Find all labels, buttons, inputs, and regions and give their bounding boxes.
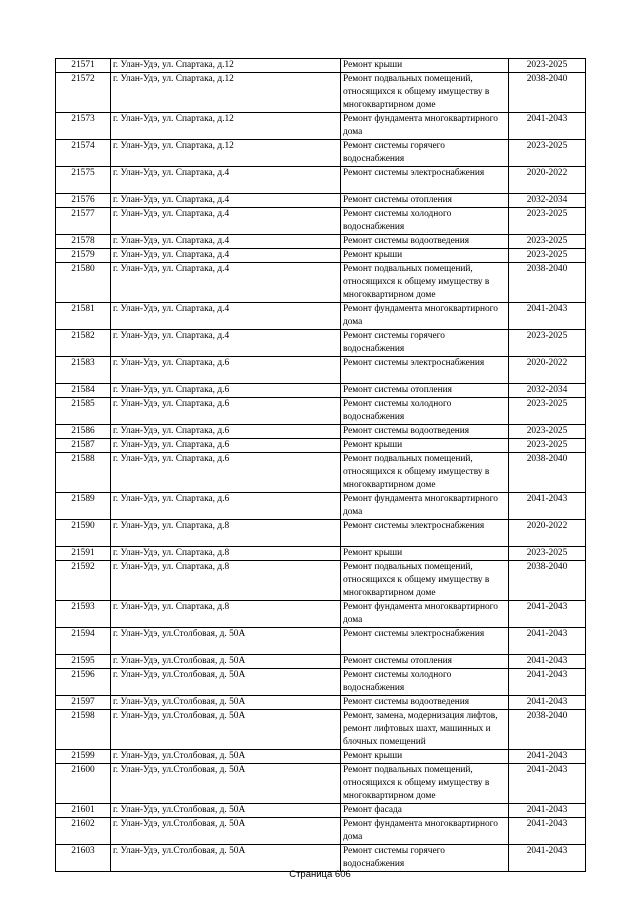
row-work-type: Ремонт подвальных помещений, относящихся к общему имуществу в многоквартирном доме <box>341 561 509 601</box>
row-address: г. Улан-Удэ, ул. Спартака, д.6 <box>111 357 341 384</box>
table-row <box>56 113 586 140</box>
row-work-type: Ремонт системы электроснабжения <box>341 520 509 547</box>
row-period: 2041-2043 <box>509 764 586 804</box>
table-row <box>56 493 586 520</box>
row-number: 21601 <box>56 804 111 818</box>
row-number: 21572 <box>56 73 111 113</box>
row-work-type: Ремонт крыши <box>341 249 509 263</box>
table-row <box>56 330 586 357</box>
row-address: г. Улан-Удэ, ул.Столбовая, д. 50А <box>111 710 341 750</box>
row-address: г. Улан-Удэ, ул. Спартака, д.4 <box>111 249 341 263</box>
row-period: 2041-2043 <box>509 669 586 696</box>
table-row <box>56 73 586 113</box>
page-number: Страница 606 <box>289 869 351 880</box>
row-number: 21573 <box>56 113 111 140</box>
row-number: 21596 <box>56 669 111 696</box>
row-period: 2038-2040 <box>509 73 586 113</box>
table-row <box>56 59 586 73</box>
row-number: 21585 <box>56 398 111 425</box>
row-address: г. Улан-Удэ, ул. Спартака, д.8 <box>111 547 341 561</box>
row-number: 21584 <box>56 384 111 398</box>
row-address: г. Улан-Удэ, ул.Столбовая, д. 50А <box>111 696 341 710</box>
row-number: 21581 <box>56 303 111 330</box>
row-period: 2023-2025 <box>509 547 586 561</box>
row-work-type: Ремонт системы водоотведения <box>341 235 509 249</box>
table-row <box>56 520 586 547</box>
row-number: 21582 <box>56 330 111 357</box>
row-address: г. Улан-Удэ, ул. Спартака, д.4 <box>111 303 341 330</box>
row-period: 2023-2025 <box>509 425 586 439</box>
table-row <box>56 398 586 425</box>
row-address: г. Улан-Удэ, ул.Столбовая, д. 50А <box>111 628 341 655</box>
row-period: 2041-2043 <box>509 655 586 669</box>
row-number: 21603 <box>56 845 111 872</box>
row-period: 2041-2043 <box>509 303 586 330</box>
row-address: г. Улан-Удэ, ул. Спартака, д.12 <box>111 59 341 73</box>
table-row <box>56 845 586 872</box>
table-body <box>56 59 586 872</box>
table-row <box>56 208 586 235</box>
table-row <box>56 303 586 330</box>
row-number: 21597 <box>56 696 111 710</box>
row-work-type: Ремонт системы водоотведения <box>341 696 509 710</box>
row-period: 2041-2043 <box>509 113 586 140</box>
row-work-type: Ремонт фундамента многоквартирного дома <box>341 493 509 520</box>
row-number: 21595 <box>56 655 111 669</box>
row-address: г. Улан-Удэ, ул. Спартака, д.4 <box>111 263 341 303</box>
row-period: 2023-2025 <box>509 140 586 167</box>
row-number: 21578 <box>56 235 111 249</box>
row-period: 2020-2022 <box>509 357 586 384</box>
row-period: 2041-2043 <box>509 818 586 845</box>
row-period: 2020-2022 <box>509 520 586 547</box>
row-work-type: Ремонт фундамента многоквартирного дома <box>341 113 509 140</box>
row-work-type: Ремонт системы электроснабжения <box>341 628 509 655</box>
row-work-type: Ремонт системы горячего водоснабжения <box>341 330 509 357</box>
row-period: 2038-2040 <box>509 561 586 601</box>
row-number: 21575 <box>56 167 111 194</box>
table-row <box>56 655 586 669</box>
row-number: 21574 <box>56 140 111 167</box>
row-work-type: Ремонт системы отопления <box>341 384 509 398</box>
row-work-type: Ремонт фасада <box>341 804 509 818</box>
row-period: 2023-2025 <box>509 398 586 425</box>
row-period: 2041-2043 <box>509 493 586 520</box>
row-number: 21598 <box>56 710 111 750</box>
row-number: 21589 <box>56 493 111 520</box>
table-row <box>56 439 586 453</box>
row-address: г. Улан-Удэ, ул.Столбовая, д. 50А <box>111 764 341 804</box>
table-row <box>56 384 586 398</box>
table-row <box>56 750 586 764</box>
row-address: г. Улан-Удэ, ул.Столбовая, д. 50А <box>111 669 341 696</box>
row-address: г. Улан-Удэ, ул.Столбовая, д. 50А <box>111 845 341 872</box>
row-period: 2038-2040 <box>509 710 586 750</box>
table-row <box>56 235 586 249</box>
row-period: 2041-2043 <box>509 601 586 628</box>
row-address: г. Улан-Удэ, ул. Спартака, д.8 <box>111 520 341 547</box>
row-work-type: Ремонт крыши <box>341 750 509 764</box>
row-period: 2023-2025 <box>509 439 586 453</box>
row-number: 21580 <box>56 263 111 303</box>
row-number: 21577 <box>56 208 111 235</box>
row-number: 21590 <box>56 520 111 547</box>
row-address: г. Улан-Удэ, ул. Спартака, д.6 <box>111 398 341 425</box>
row-address: г. Улан-Удэ, ул. Спартака, д.6 <box>111 425 341 439</box>
row-work-type: Ремонт системы электроснабжения <box>341 167 509 194</box>
row-number: 21587 <box>56 439 111 453</box>
row-address: г. Улан-Удэ, ул. Спартака, д.8 <box>111 561 341 601</box>
row-period: 2038-2040 <box>509 263 586 303</box>
row-address: г. Улан-Удэ, ул.Столбовая, д. 50А <box>111 804 341 818</box>
table-row <box>56 628 586 655</box>
table-row <box>56 453 586 493</box>
row-address: г. Улан-Удэ, ул. Спартака, д.4 <box>111 167 341 194</box>
row-work-type: Ремонт системы отопления <box>341 655 509 669</box>
table-row <box>56 547 586 561</box>
row-address: г. Улан-Удэ, ул. Спартака, д.4 <box>111 235 341 249</box>
row-work-type: Ремонт системы холодного водоснабжения <box>341 208 509 235</box>
row-number: 21576 <box>56 194 111 208</box>
row-work-type: Ремонт фундамента многоквартирного дома <box>341 818 509 845</box>
row-period: 2023-2025 <box>509 249 586 263</box>
row-address: г. Улан-Удэ, ул. Спартака, д.6 <box>111 384 341 398</box>
row-address: г. Улан-Удэ, ул. Спартака, д.6 <box>111 439 341 453</box>
row-number: 21579 <box>56 249 111 263</box>
capital-repair-table <box>55 58 586 872</box>
row-number: 21594 <box>56 628 111 655</box>
row-address: г. Улан-Удэ, ул. Спартака, д.4 <box>111 330 341 357</box>
row-period: 2041-2043 <box>509 696 586 710</box>
row-number: 21591 <box>56 547 111 561</box>
row-address: г. Улан-Удэ, ул.Столбовая, д. 50А <box>111 655 341 669</box>
row-address: г. Улан-Удэ, ул. Спартака, д.6 <box>111 493 341 520</box>
row-work-type: Ремонт системы электроснабжения <box>341 357 509 384</box>
row-period: 2023-2025 <box>509 59 586 73</box>
table-row <box>56 263 586 303</box>
table-row <box>56 249 586 263</box>
row-period: 2041-2043 <box>509 845 586 872</box>
row-address: г. Улан-Удэ, ул. Спартака, д.6 <box>111 453 341 493</box>
table-row <box>56 601 586 628</box>
table-row <box>56 167 586 194</box>
row-period: 2023-2025 <box>509 208 586 235</box>
table-row <box>56 425 586 439</box>
row-work-type: Ремонт подвальных помещений, относящихся к общему имуществу в многоквартирном доме <box>341 73 509 113</box>
row-period: 2023-2025 <box>509 235 586 249</box>
row-work-type: Ремонт подвальных помещений, относящихся к общему имуществу в многоквартирном доме <box>341 263 509 303</box>
row-number: 21583 <box>56 357 111 384</box>
row-work-type: Ремонт системы горячего водоснабжения <box>341 845 509 872</box>
row-number: 21588 <box>56 453 111 493</box>
row-address: г. Улан-Удэ, ул.Столбовая, д. 50А <box>111 750 341 764</box>
row-work-type: Ремонт крыши <box>341 439 509 453</box>
row-address: г. Улан-Удэ, ул. Спартака, д.8 <box>111 601 341 628</box>
row-work-type: Ремонт системы горячего водоснабжения <box>341 140 509 167</box>
row-period: 2041-2043 <box>509 804 586 818</box>
row-work-type: Ремонт крыши <box>341 547 509 561</box>
table-row <box>56 194 586 208</box>
row-number: 21600 <box>56 764 111 804</box>
row-period: 2020-2022 <box>509 167 586 194</box>
row-number: 21586 <box>56 425 111 439</box>
row-number: 21571 <box>56 59 111 73</box>
row-period: 2032-2034 <box>509 384 586 398</box>
row-period: 2041-2043 <box>509 750 586 764</box>
table-row <box>56 696 586 710</box>
row-period: 2023-2025 <box>509 330 586 357</box>
row-work-type: Ремонт крыши <box>341 59 509 73</box>
row-address: г. Улан-Удэ, ул. Спартака, д.12 <box>111 73 341 113</box>
row-work-type: Ремонт фундамента многоквартирного дома <box>341 601 509 628</box>
row-work-type: Ремонт фундамента многоквартирного дома <box>341 303 509 330</box>
table-row <box>56 561 586 601</box>
row-address: г. Улан-Удэ, ул. Спартака, д.4 <box>111 194 341 208</box>
row-address: г. Улан-Удэ, ул. Спартака, д.12 <box>111 140 341 167</box>
table-row <box>56 818 586 845</box>
row-address: г. Улан-Удэ, ул.Столбовая, д. 50А <box>111 818 341 845</box>
row-work-type: Ремонт системы холодного водоснабжения <box>341 398 509 425</box>
table-row <box>56 140 586 167</box>
row-period: 2038-2040 <box>509 453 586 493</box>
row-number: 21599 <box>56 750 111 764</box>
row-address: г. Улан-Удэ, ул. Спартака, д.4 <box>111 208 341 235</box>
row-number: 21592 <box>56 561 111 601</box>
table-row <box>56 710 586 750</box>
table-row <box>56 804 586 818</box>
row-address: г. Улан-Удэ, ул. Спартака, д.12 <box>111 113 341 140</box>
row-work-type: Ремонт системы отопления <box>341 194 509 208</box>
row-number: 21593 <box>56 601 111 628</box>
row-work-type: Ремонт, замена, модернизация лифтов, ремонт лифтовых шахт, машинных и блочных помещений <box>341 710 509 750</box>
table-row <box>56 357 586 384</box>
row-period: 2041-2043 <box>509 628 586 655</box>
row-work-type: Ремонт системы водоотведения <box>341 425 509 439</box>
row-work-type: Ремонт подвальных помещений, относящихся к общему имуществу в многоквартирном доме <box>341 764 509 804</box>
table-row <box>56 764 586 804</box>
row-number: 21602 <box>56 818 111 845</box>
row-period: 2032-2034 <box>509 194 586 208</box>
table-row <box>56 669 586 696</box>
row-work-type: Ремонт системы холодного водоснабжения <box>341 669 509 696</box>
row-work-type: Ремонт подвальных помещений, относящихся к общему имуществу в многоквартирном доме <box>341 453 509 493</box>
